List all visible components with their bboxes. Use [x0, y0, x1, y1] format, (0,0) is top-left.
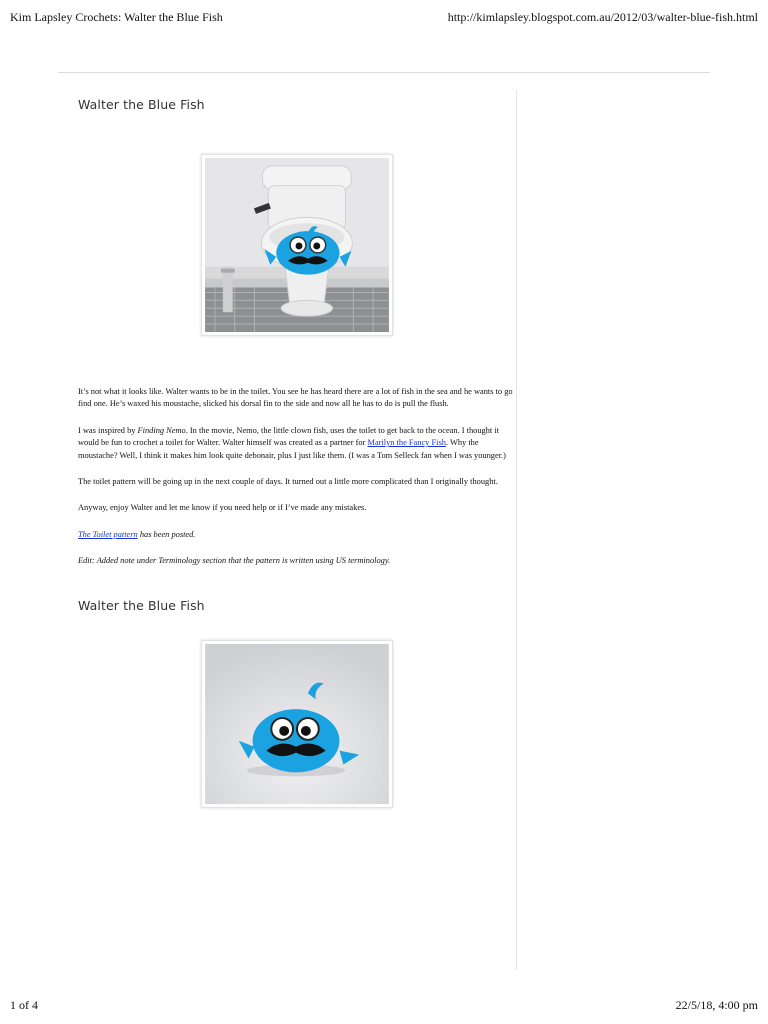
fish-in-toilet-image [205, 158, 389, 332]
paragraph-3: The toilet pattern will be going up in the next couple of days. It turned out a little more complicated than I originally thought. [78, 477, 498, 487]
photo-fish-in-toilet[interactable] [201, 154, 393, 336]
marilyn-fancy-fish-link[interactable]: Marilyn the Fancy Fish [367, 438, 446, 448]
print-date: 22/5/18, 4:00 pm [675, 998, 758, 1012]
post-body [78, 386, 516, 568]
page-count: 1 of 4 [10, 998, 38, 1012]
photo-fish-closeup[interactable] [201, 640, 393, 808]
post-content [78, 97, 516, 808]
paragraph-6 [78, 555, 516, 567]
header-divider [58, 72, 710, 73]
paragraph-2-text-a: I was inspired by [78, 425, 138, 435]
paragraph-2-text-b: . In the movie, Nemo, the little clown fish, uses the toilet to get back to the ocean. I thought it would be fun to crochet a toilet for Walter. Walter himself was created as a partner for [78, 425, 499, 448]
sidebar-divider [516, 90, 517, 970]
toilet-pattern-link[interactable]: The Toilet pattern [78, 529, 138, 539]
paragraph-1: It’s not what it looks like. Walter wants to be in the toilet. You see he has heard there are a lot of fish in the sea and he wants to go find one. He’s waxed his moustache, slicked his dorsal fin to the side and now all he has to do is pull the flush. [78, 387, 513, 409]
paragraph-2-text-c: . Why the moustache? Well, I think it makes him look quite debonair, plus I just like them. (I was a Tom Selleck fan when I was younger.) [78, 438, 506, 460]
edit-note: Edit: Added note under Terminology section that the pattern is written using US terminology. [78, 556, 391, 566]
paragraph-2 [78, 425, 516, 462]
post-title: Walter the Blue Fish [78, 97, 205, 112]
paragraph-5 [78, 529, 516, 541]
print-header-title: Kim Lapsley Crochets: Walter the Blue Fish [10, 10, 223, 24]
second-post-title: Walter the Blue Fish [78, 597, 205, 613]
finding-nemo-title: Finding Nemo [137, 425, 186, 435]
print-header-url: http://kimlapsley.blogspot.com.au/2012/03/walter-blue-fish.html [447, 10, 758, 24]
paragraph-5-rest: has been posted. [137, 529, 196, 539]
paragraph-4: Anyway, enjoy Walter and let me know if you need help or if I’ve made any mistakes. [78, 503, 367, 513]
fish-closeup-image [205, 644, 389, 804]
